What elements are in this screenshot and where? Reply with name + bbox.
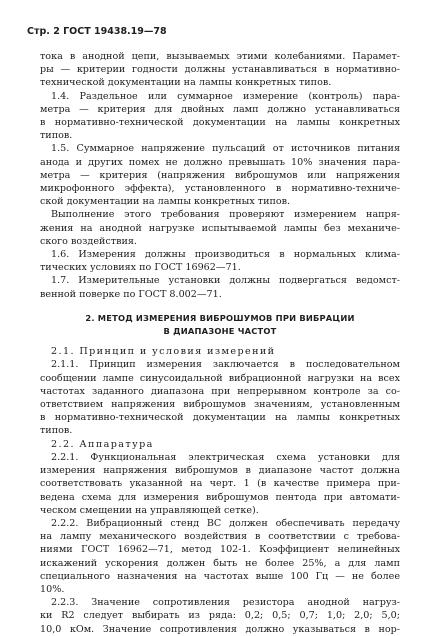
text-line: тока в анодной цепи, вызываемых этими колебаниями. Парамет-: [40, 51, 400, 62]
text-line: измерения напряжения виброшумов в диапазоне частот должна: [40, 465, 400, 477]
text-line: ведена схема для измерения виброшумов пентода при автомати-: [40, 491, 400, 503]
page-header: Стр. 2 ГОСТ 19438.19—78: [27, 26, 167, 37]
paragraph-2-1-1: 2.1.1. Принцип измерения заключается в последовательном: [51, 359, 400, 371]
text-line: ской документации на лампы конкретных типов.: [40, 196, 291, 208]
subsection-heading: 2.1. Принцип и условия измерений: [51, 346, 276, 358]
text-line: искажений ускорения должен быть не более 25%, а для ламп: [40, 557, 400, 569]
text-line: в нормативно-технической документации на лампы конкретных: [40, 117, 400, 129]
text-line: технической документации на лампы конкретных типов.: [40, 77, 332, 89]
section-title: 2. МЕТОД ИЗМЕРЕНИЯ ВИБРОШУМОВ ПРИ ВИБРАЦИИ: [85, 312, 355, 323]
section-title: В ДИАПАЗОНЕ ЧАСТОТ: [163, 326, 277, 337]
text-line: венной поверке по ГОСТ 8.002—71.: [40, 288, 222, 300]
subsection-heading: 2.2. Аппаратура: [51, 438, 154, 450]
text-line: метра — критерия для двойных ламп должно устанавливаться: [40, 103, 400, 115]
text-line: ры — критерии годности должны устанавливаться в нормативно-: [40, 64, 400, 76]
text-line: Выполнение этого требования проверяют измерением напря-: [51, 209, 400, 221]
text-line: сообщении лампе синусоидальной вибрационной нагрузки на всех: [40, 372, 400, 384]
text-line: анода и других помех не должно превышать 10% значения пара-: [40, 156, 400, 168]
text-line: типов.: [40, 425, 73, 437]
paragraph-1-5: 1.5. Суммарное напряжение пульсаций от источников питания: [51, 143, 400, 155]
document-body: [40, 50, 400, 636]
text-line: соответствовать указанной на черт. 1 (в качестве примера при-: [40, 478, 400, 490]
text-line: тических условиях по ГОСТ 16962—71.: [40, 262, 241, 274]
text-line: специального назначения на частотах выше 100 Гц — не более: [40, 570, 400, 582]
paragraph-1-4: 1.4. Раздельное или суммарное измерение (контроль) пара-: [51, 90, 400, 102]
paragraph-2-2-3: 2.2.3. Значение сопротивления резистора анодной нагруз-: [51, 597, 400, 609]
text-line: типов.: [40, 130, 73, 142]
text-line: на лампу механического воздействия в соответствии с требова-: [40, 531, 400, 543]
text-line: метра — критерия (напряжения виброшумов или напряжения: [40, 169, 400, 181]
text-line: 10%.: [40, 583, 65, 595]
text-line: микрофонного эффекта), установленного в нормативно-техниче-: [40, 183, 400, 195]
text-line: ки R2 следует выбирать из ряда: 0,2; 0,5; 0,7; 1,0; 2,0; 5,0;: [40, 610, 400, 622]
paragraph-1-7: 1.7. Измерительные установки должны подвергаться ведомст-: [51, 275, 400, 287]
paragraph-2-2-2: 2.2.2. Вибрационный стенд ВС должен обеспечивать передачу: [51, 517, 400, 529]
paragraph-2-2-1: 2.2.1. Функциональная электрическая схема установки для: [51, 451, 400, 463]
text-line: ского воздействия.: [40, 235, 137, 247]
text-line: 10,0 кОм. Значение сопротивления должно указываться в нор-: [40, 623, 400, 635]
text-line: ческом смещении на управляющей сетке).: [40, 504, 259, 516]
text-line: ответствием напряжения виброшумов значениям, установленным: [40, 399, 400, 411]
paragraph-1-6: 1.6. Измерения должны производиться в нормальных клима-: [51, 249, 400, 261]
text-line: жения на анодной нагрузке испытываемой лампы без механиче-: [40, 222, 400, 234]
text-line: в нормативно-технической документации на лампы конкретных: [40, 412, 400, 424]
text-line: ниями ГОСТ 16962—71, метод 102-1. Коэффициент нелинейных: [40, 544, 400, 556]
text-line: частотах заданного диапазона при непрерывном контроле за со-: [40, 385, 400, 397]
